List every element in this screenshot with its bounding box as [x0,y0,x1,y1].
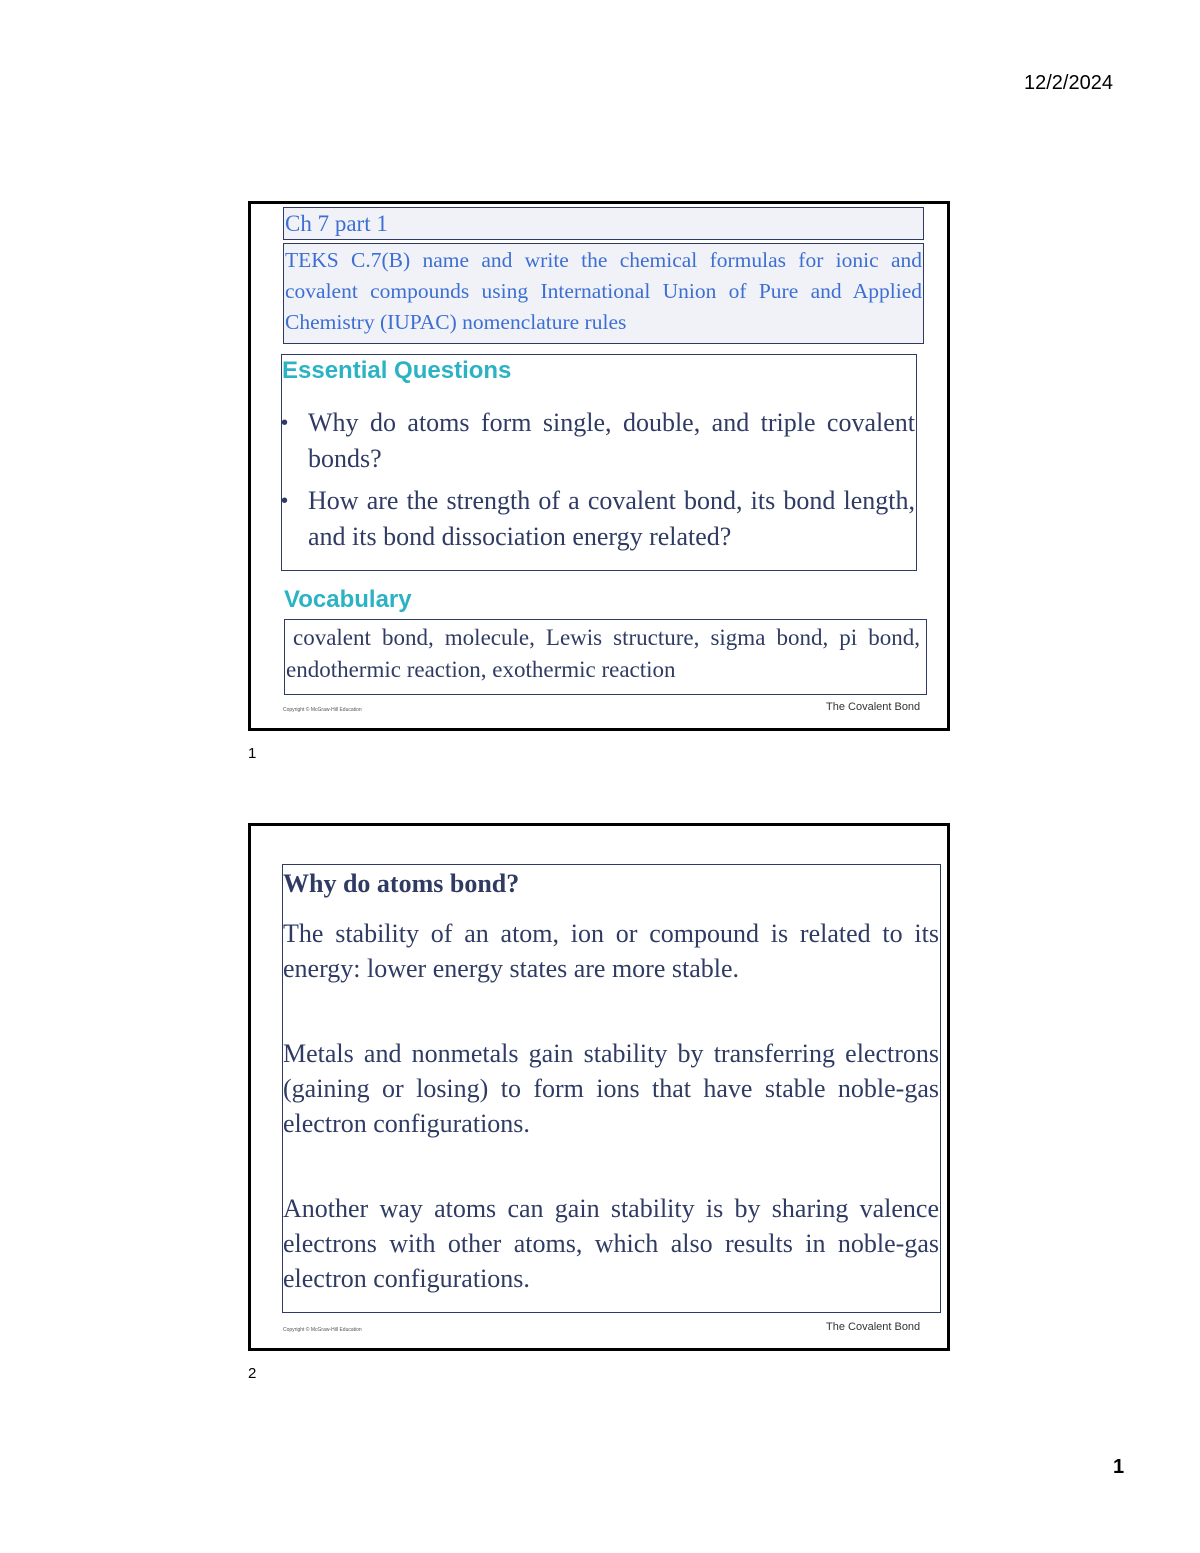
teks-box [283,243,924,344]
slide-1-title: Ch 7 part 1 [285,211,388,236]
slide-2-heading: Why do atoms bond? [283,869,520,898]
slide-2-number: 2 [248,1365,257,1382]
slide-2-paragraph: Another way atoms can gain stability is by sharing valence electrons with other atoms, which also results in noble-gas electron configurations. [283,1194,939,1293]
teks-text: TEKS C.7(B) name and write the chemical formulas for ionic and covalent compounds using International Union of Pure and Applied Chemistry (IUPAC) nomenclature rules [285,248,922,334]
vocabulary-heading: Vocabulary [284,586,412,613]
slide-1-number: 1 [248,745,257,762]
bullet-icon: • [281,490,289,512]
essential-questions-heading: Essential Questions [282,357,512,384]
essential-question-item [281,483,915,555]
slide-2-content [283,868,939,1296]
essential-question-item [281,405,915,477]
essential-question-text: How are the strength of a covalent bond, its bond length, and its bond dissociation energy related? [308,486,915,551]
bullet-icon: • [281,412,289,434]
slide-2-footer-title: The Covalent Bond [826,1321,921,1333]
slide-1-copyright: Copyright © McGraw-Hill Education [283,707,362,713]
slide-2-paragraph: The stability of an atom, ion or compound is related to its energy: lower energy states are more stable. [283,919,939,983]
slide-1-footer-title: The Covalent Bond [826,701,921,713]
slide-1-title-box [283,207,924,240]
vocabulary-text: covalent bond, molecule, Lewis structure, sigma bond, pi bond, endothermic reaction, exothermic reaction [286,625,920,682]
essential-questions-list [281,405,915,561]
slide-2-paragraph: Metals and nonmetals gain stability by transferring electrons (gaining or losing) to form ions that have stable noble-gas electron configurations. [283,1039,939,1138]
page-date: 12/2/2024 [1024,72,1113,94]
vocabulary-box [284,619,927,695]
slide-2-copyright: Copyright © McGraw-Hill Education [283,1327,362,1333]
essential-question-text: Why do atoms form single, double, and triple covalent bonds? [308,408,915,473]
page-number: 1 [1113,1456,1125,1478]
